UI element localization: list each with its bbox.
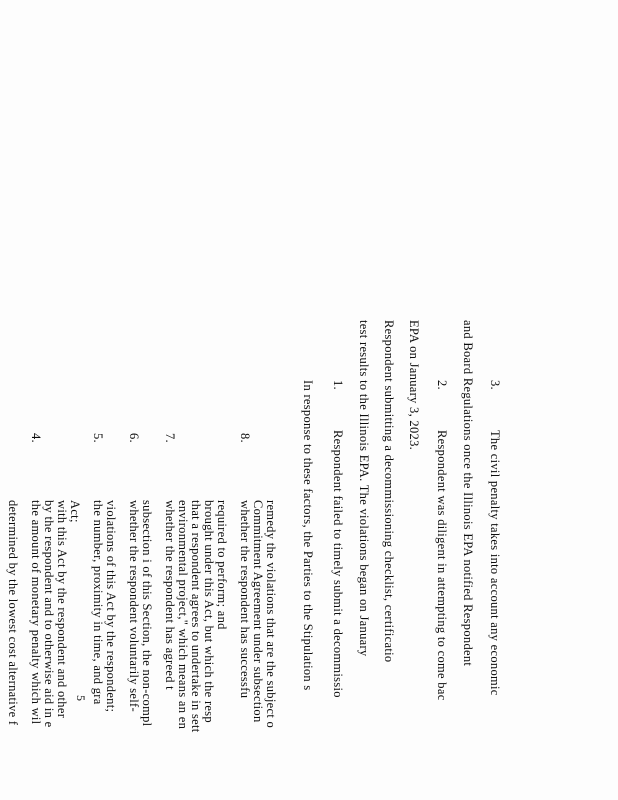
item-6-line-2: subsection i of this Section, the non-compl bbox=[140, 500, 154, 727]
paragraph-2-number: 2. bbox=[435, 380, 449, 390]
paragraph-2-line-1: Respondent was diligent in attempting to come bac bbox=[435, 430, 449, 701]
paragraph-1-line-4: EPA on January 3, 2023. bbox=[407, 320, 421, 451]
item-6-number: 6. bbox=[127, 433, 141, 443]
item-8-line-2: Commitment Agreement under subsection bbox=[251, 500, 265, 723]
item-5-line-1: the number, proximity in time, and gra bbox=[91, 500, 105, 705]
paragraph-1-number: 1. bbox=[331, 380, 345, 390]
paragraph-1-line-2: test results to the Illinois EPA. The violations began on January bbox=[357, 320, 371, 657]
item-7-line-4: brought under this Act, but which the resp bbox=[202, 500, 216, 723]
paragraph-3-number: 3. bbox=[488, 380, 502, 390]
item-4-number: 4. bbox=[29, 433, 43, 443]
item-8-line-3: remedy the violations that are the subject o bbox=[264, 500, 278, 729]
item-7-line-3: that a respondent agrees to undertake in sett bbox=[189, 500, 203, 733]
item-6-line-1: whether the respondent voluntarily self- bbox=[127, 500, 141, 712]
item-8-number: 8. bbox=[238, 433, 252, 443]
item-5-line-2: violations of this Act by the respondent; bbox=[104, 500, 118, 713]
paragraph-2-line-2: and Board Regulations once the Illinois EPA notified Respondent bbox=[461, 320, 475, 667]
item-7-line-5: required to perform; and bbox=[215, 500, 229, 630]
paragraph-1-line-3: Respondent submitting a decommissioning checklist, certificatio bbox=[382, 320, 396, 663]
item-4-line-4: Act; bbox=[68, 500, 82, 523]
item-4-line-3: with this Act by the respondent and other bbox=[55, 500, 69, 719]
item-7-line-1: whether the respondent has agreed t bbox=[163, 500, 177, 690]
item-7-line-2: environmental project," which means an en bbox=[176, 500, 190, 730]
intro-paragraph: In response to these factors, the Parties to the Stipulation s bbox=[301, 380, 315, 691]
item-8-line-1: whether the respondent has successfu bbox=[238, 500, 252, 699]
page-number: 5 bbox=[74, 695, 88, 702]
item-5-number: 5. bbox=[91, 433, 105, 443]
item-4-line-2: by the respondent and to otherwise aid in e bbox=[42, 500, 56, 728]
item-7-number: 7. bbox=[163, 433, 177, 443]
item-4-line-1: the amount of monetary penalty which wil bbox=[29, 500, 43, 725]
item-3-continuation: determined by the lowest cost alternative f bbox=[6, 500, 20, 726]
paragraph-1-line-1: Respondent failed to timely submit a decommissio bbox=[331, 430, 345, 698]
paragraph-3-line-1: The civil penalty takes into account any economic bbox=[488, 430, 502, 696]
